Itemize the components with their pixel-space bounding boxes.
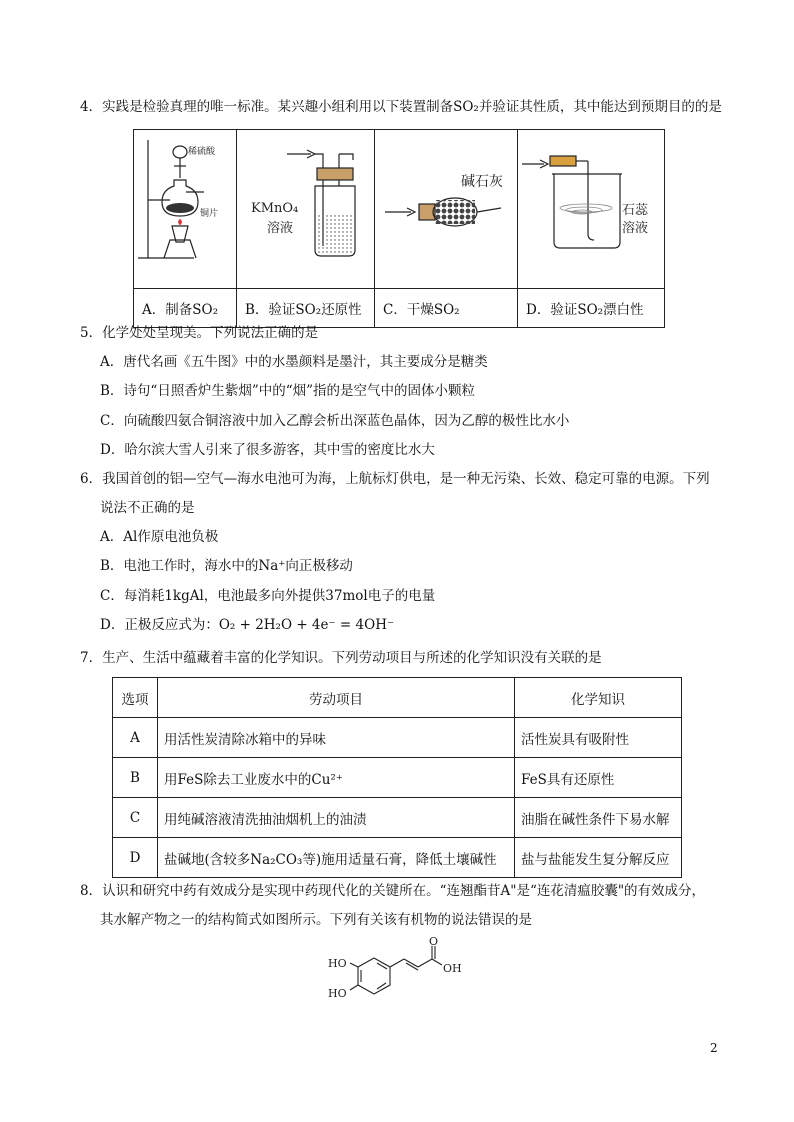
label-dilute-acid: 稀硫酸 [188,147,216,157]
q4-option-d[interactable]: D．验证SO₂漂白性 [518,289,665,328]
q7-stem: 7．生产、生活中蕴藏着丰富的化学知识。下列劳动项目与所述的化学知识没有关联的是 [80,650,602,666]
apparatus-c [375,130,518,289]
label-soda-lime: 碱石灰 [461,174,503,190]
q8-stem-line1: 8．认识和研究中药有效成分是实现中药现代化的关键所在。“连翘酯苷A"是“连花清瘟胶囊"的有效成分， [80,883,706,899]
q7-cell-task: 盐碱地(含较多Na₂CO₃等)施用适量石膏，降低土壤碱性 [158,838,515,878]
page-number: 2 [710,1041,718,1055]
struct-oh: OH [443,962,462,975]
q6-option-a[interactable]: A．Al作原电池负极 [100,529,219,545]
q7-cell-task: 用FeS除去工业废水中的Cu²⁺ [158,758,515,798]
struct-ho-top: HO [328,957,347,970]
q7-header-option: 选项 [113,678,158,718]
q5-option-b[interactable]: B．诗句“日照香炉生紫烟”中的“烟”指的是空气中的固体小颗粒 [100,383,476,399]
q7-table [112,677,682,878]
q7-cell-knowledge: FeS具有还原性 [515,758,682,798]
table-row [113,718,682,758]
q5-stem: 5．化学处处呈现美。下列说法正确的是 [80,325,319,341]
table-row [113,838,682,878]
q7-cell-knowledge: 油脂在碱性条件下易水解 [515,798,682,838]
apparatus-d-drawing [518,130,664,284]
q7-header-task: 劳动项目 [158,678,515,718]
q6-stem-line1: 6．我国首创的铝—空气—海水电池可为海，上航标灯供电，是一种无污染、长效、稳定可靠的电源。下列 [80,471,710,487]
label-copper: 铜片 [200,209,219,219]
q6-option-b[interactable]: B．电池工作时，海水中的Na⁺向正极移动 [100,558,353,574]
caffeic-acid-structure [322,936,472,1016]
q4-stem: 4．实践是检验真理的唯一标准。某兴趣小组利用以下装置制备SO₂并验证其性质，其中能达到预期目的的是 [80,99,722,115]
table-row [113,758,682,798]
q6-option-d[interactable]: D．正极反应式为：O₂ + 2H₂O + 4e⁻ = 4OH⁻ [100,617,395,633]
q6-option-c[interactable]: C．每消耗1kgAl，电池最多向外提供37mol电子的电量 [100,588,436,604]
apparatus-b-drawing [237,130,374,284]
q7-header-row [113,678,682,718]
struct-carbonyl-o: O [429,936,439,948]
q7-cell-task: 用活性炭清除冰箱中的异味 [158,718,515,758]
label-litmus: 石蕊 [622,203,649,218]
apparatus-d [518,130,665,289]
apparatus-a-drawing [134,130,236,284]
q7-header-knowledge: 化学知识 [515,678,682,718]
struct-ho-bottom: HO [328,987,347,1000]
table-row [113,798,682,838]
q5-option-c[interactable]: C．向硫酸四氨合铜溶液中加入乙醇会析出深蓝色晶体，因为乙醇的极性比水小 [100,413,570,429]
q5-option-d[interactable]: D．哈尔滨大雪人引来了很多游客，其中雪的密度比水大 [100,442,435,458]
apparatus-a [134,130,237,289]
q7-cell-option: B [113,758,158,798]
q7-cell-option: D [113,838,158,878]
q7-cell-option: A [113,718,158,758]
q7-cell-option: C [113,798,158,838]
q4-option-b[interactable]: B．验证SO₂还原性 [237,289,375,328]
q8-stem-line2: 其水解产物之一的结构简式如图所示。下列有关该有机物的说法错误的是 [100,912,532,928]
q7-cell-knowledge: 盐与盐能发生复分解反应 [515,838,682,878]
label-kmno4: KMnO₄ [251,201,299,216]
q7-cell-task: 用纯碱溶液清洗抽油烟机上的油渍 [158,798,515,838]
q7-cell-knowledge: 活性炭具有吸附性 [515,718,682,758]
apparatus-b [237,130,375,289]
q6-stem-line2: 说法不正确的是 [100,500,195,516]
q4-figure-table [133,129,665,328]
q4-option-c[interactable]: C．干燥SO₂ [375,289,518,328]
q5-option-a[interactable]: A．唐代名画《五牛图》中的水墨颜料是墨汁，其主要成分是糖类 [100,354,488,370]
label-solution-b: 溶液 [267,221,294,236]
apparatus-c-drawing [375,130,517,284]
label-solution-d: 溶液 [622,221,649,236]
q4-option-a[interactable]: A．制备SO₂ [134,289,237,328]
